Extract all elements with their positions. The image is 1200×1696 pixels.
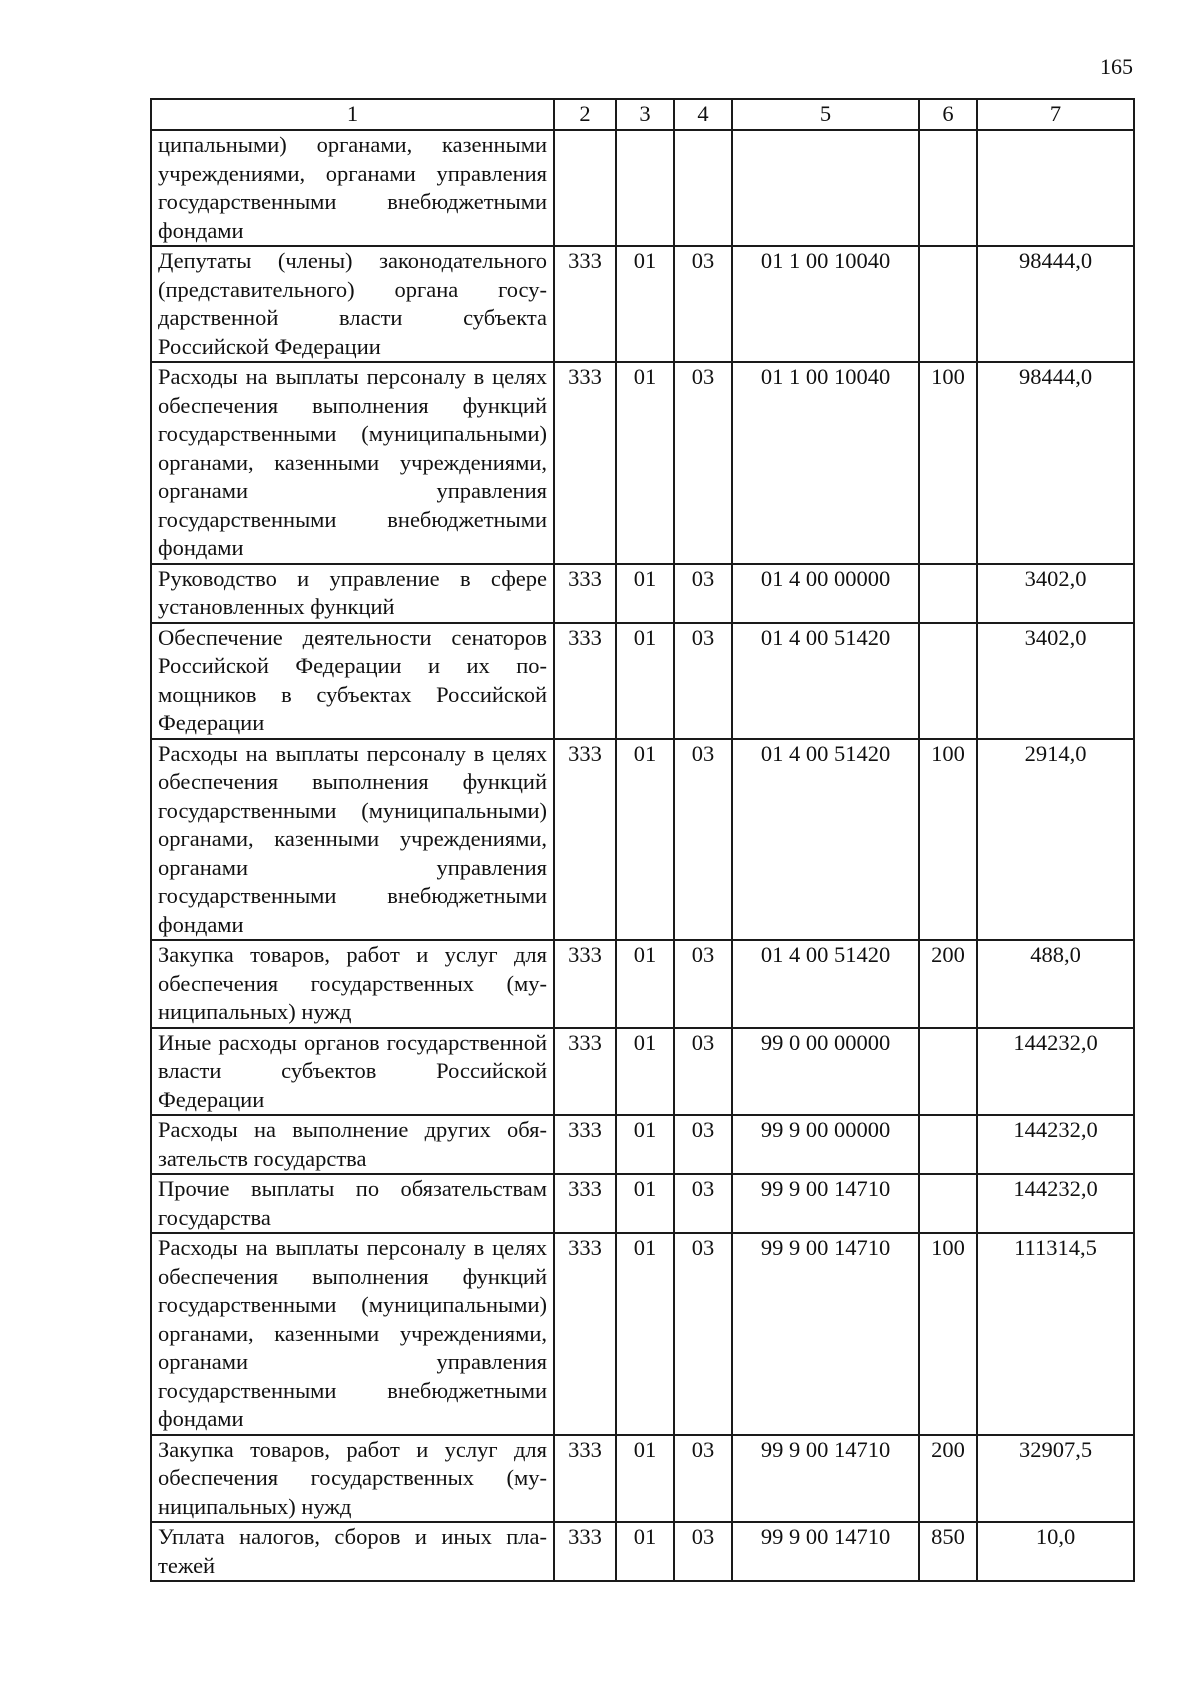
row-amount: 3402,0	[977, 623, 1134, 739]
row-expense-type: 100	[919, 739, 977, 941]
table-row	[151, 1522, 1134, 1581]
row-target-article: 01 4 00 51420	[732, 940, 919, 1028]
row-name: Депутаты (члены) законодательного (представительного) органа государственной власти субъекта Российской Федерации	[151, 246, 554, 362]
row-amount: 144232,0	[977, 1028, 1134, 1116]
row-subsection-code: 03	[674, 1115, 732, 1174]
table-row	[151, 739, 1134, 941]
row-subsection-code: 03	[674, 940, 732, 1028]
row-name: Иные расходы органов государственной власти субъектов Российской Федерации	[151, 1028, 554, 1116]
page-number: 165	[1100, 54, 1133, 79]
row-name: Расходы на выплаты персоналу в целях обеспечения выполнения функций государственными (муниципальными) органами, казенными учреждениями, органами управления государственными внебюджетными фондами	[151, 1233, 554, 1435]
row-name: Руководство и управление в сфере установленных функций	[151, 564, 554, 623]
row-section-code: 01	[616, 246, 674, 362]
table-row	[151, 623, 1134, 739]
table-row	[151, 1233, 1134, 1435]
row-section-code: 01	[616, 1115, 674, 1174]
row-name: Закупка товаров, работ и услуг для обеспечения государственных (муниципальных) нужд	[151, 940, 554, 1028]
row-expense-type: 100	[919, 362, 977, 564]
row-target-article: 99 0 00 00000	[732, 1028, 919, 1116]
row-expense-type	[919, 1115, 977, 1174]
row-amount: 144232,0	[977, 1174, 1134, 1233]
row-ministry-code: 333	[554, 1174, 616, 1233]
table-row	[151, 362, 1134, 564]
row-target-article: 01 4 00 51420	[732, 623, 919, 739]
row-ministry-code: 333	[554, 623, 616, 739]
table-row	[151, 1174, 1134, 1233]
header-col-6: 6	[919, 99, 977, 130]
row-target-article: 99 9 00 14710	[732, 1435, 919, 1523]
row-subsection-code: 03	[674, 1522, 732, 1581]
row-expense-type: 850	[919, 1522, 977, 1581]
row-name: Закупка товаров, работ и услуг для обеспечения государственных (муниципальных) нужд	[151, 1435, 554, 1523]
row-section-code: 01	[616, 362, 674, 564]
row-expense-type	[919, 1174, 977, 1233]
row-target-article: 99 9 00 14710	[732, 1522, 919, 1581]
row-ministry-code: 333	[554, 1435, 616, 1523]
row-section-code: 01	[616, 1435, 674, 1523]
row-amount: 10,0	[977, 1522, 1134, 1581]
row-section-code	[616, 130, 674, 246]
row-ministry-code: 333	[554, 1028, 616, 1116]
header-row	[151, 99, 1134, 130]
row-expense-type: 100	[919, 1233, 977, 1435]
row-target-article: 01 1 00 10040	[732, 362, 919, 564]
row-subsection-code: 03	[674, 623, 732, 739]
row-name: Расходы на выплаты персоналу в целях обеспечения выполнения функций государственными (муниципальными) органами, казенными учреждениями, органами управления государственными внебюджетными фондами	[151, 362, 554, 564]
row-name: Прочие выплаты по обязательствам государства	[151, 1174, 554, 1233]
row-section-code: 01	[616, 564, 674, 623]
row-expense-type	[919, 623, 977, 739]
row-ministry-code: 333	[554, 1522, 616, 1581]
row-amount: 2914,0	[977, 739, 1134, 941]
row-name: Обеспечение деятельности сенаторов Российской Федерации и их помощников в субъектах Российской Федерации	[151, 623, 554, 739]
row-section-code: 01	[616, 739, 674, 941]
row-subsection-code: 03	[674, 739, 732, 941]
row-name: Расходы на выплаты персоналу в целях обеспечения выполнения функций государственными (муниципальными) органами, казенными учреждениями, органами управления государственными внебюджетными фондами	[151, 739, 554, 941]
row-section-code: 01	[616, 1174, 674, 1233]
row-amount: 144232,0	[977, 1115, 1134, 1174]
row-subsection-code: 03	[674, 246, 732, 362]
row-section-code: 01	[616, 940, 674, 1028]
table-header	[151, 99, 1134, 130]
row-amount: 3402,0	[977, 564, 1134, 623]
table-body	[151, 130, 1134, 1581]
row-expense-type: 200	[919, 940, 977, 1028]
row-amount	[977, 130, 1134, 246]
row-subsection-code	[674, 130, 732, 246]
budget-table	[150, 98, 1135, 1582]
row-ministry-code: 333	[554, 1233, 616, 1435]
row-amount: 488,0	[977, 940, 1134, 1028]
row-subsection-code: 03	[674, 1028, 732, 1116]
row-expense-type	[919, 246, 977, 362]
table-row	[151, 1115, 1134, 1174]
row-ministry-code: 333	[554, 564, 616, 623]
row-amount: 111314,5	[977, 1233, 1134, 1435]
row-subsection-code: 03	[674, 1233, 732, 1435]
table-row	[151, 246, 1134, 362]
row-amount: 98444,0	[977, 362, 1134, 564]
row-name: Расходы на выполнение других обязательств государства	[151, 1115, 554, 1174]
row-expense-type	[919, 130, 977, 246]
row-target-article: 01 4 00 51420	[732, 739, 919, 941]
row-section-code: 01	[616, 1522, 674, 1581]
row-amount: 32907,5	[977, 1435, 1134, 1523]
header-col-7: 7	[977, 99, 1134, 130]
header-col-3: 3	[616, 99, 674, 130]
row-ministry-code: 333	[554, 362, 616, 564]
row-name: Уплата налогов, сборов и иных платежей	[151, 1522, 554, 1581]
row-ministry-code: 333	[554, 940, 616, 1028]
row-target-article: 01 4 00 00000	[732, 564, 919, 623]
header-col-1: 1	[151, 99, 554, 130]
header-col-2: 2	[554, 99, 616, 130]
row-ministry-code: 333	[554, 246, 616, 362]
row-section-code: 01	[616, 1233, 674, 1435]
row-ministry-code: 333	[554, 1115, 616, 1174]
row-subsection-code: 03	[674, 1435, 732, 1523]
row-expense-type	[919, 1028, 977, 1116]
row-subsection-code: 03	[674, 362, 732, 564]
row-section-code: 01	[616, 1028, 674, 1116]
table-row	[151, 564, 1134, 623]
row-amount: 98444,0	[977, 246, 1134, 362]
row-name: ципальными) органами, казенными учреждениями, органами управления государственными внебюджетными фондами	[151, 130, 554, 246]
row-target-article: 99 9 00 14710	[732, 1174, 919, 1233]
table-row	[151, 130, 1134, 246]
row-expense-type	[919, 564, 977, 623]
row-target-article: 99 9 00 14710	[732, 1233, 919, 1435]
table-row	[151, 1028, 1134, 1116]
header-col-5: 5	[732, 99, 919, 130]
row-target-article: 99 9 00 00000	[732, 1115, 919, 1174]
table-row	[151, 1435, 1134, 1523]
row-target-article: 01 1 00 10040	[732, 246, 919, 362]
row-section-code: 01	[616, 623, 674, 739]
row-ministry-code	[554, 130, 616, 246]
header-col-4: 4	[674, 99, 732, 130]
row-subsection-code: 03	[674, 1174, 732, 1233]
row-ministry-code: 333	[554, 739, 616, 941]
row-expense-type: 200	[919, 1435, 977, 1523]
row-subsection-code: 03	[674, 564, 732, 623]
row-target-article	[732, 130, 919, 246]
table-row	[151, 940, 1134, 1028]
